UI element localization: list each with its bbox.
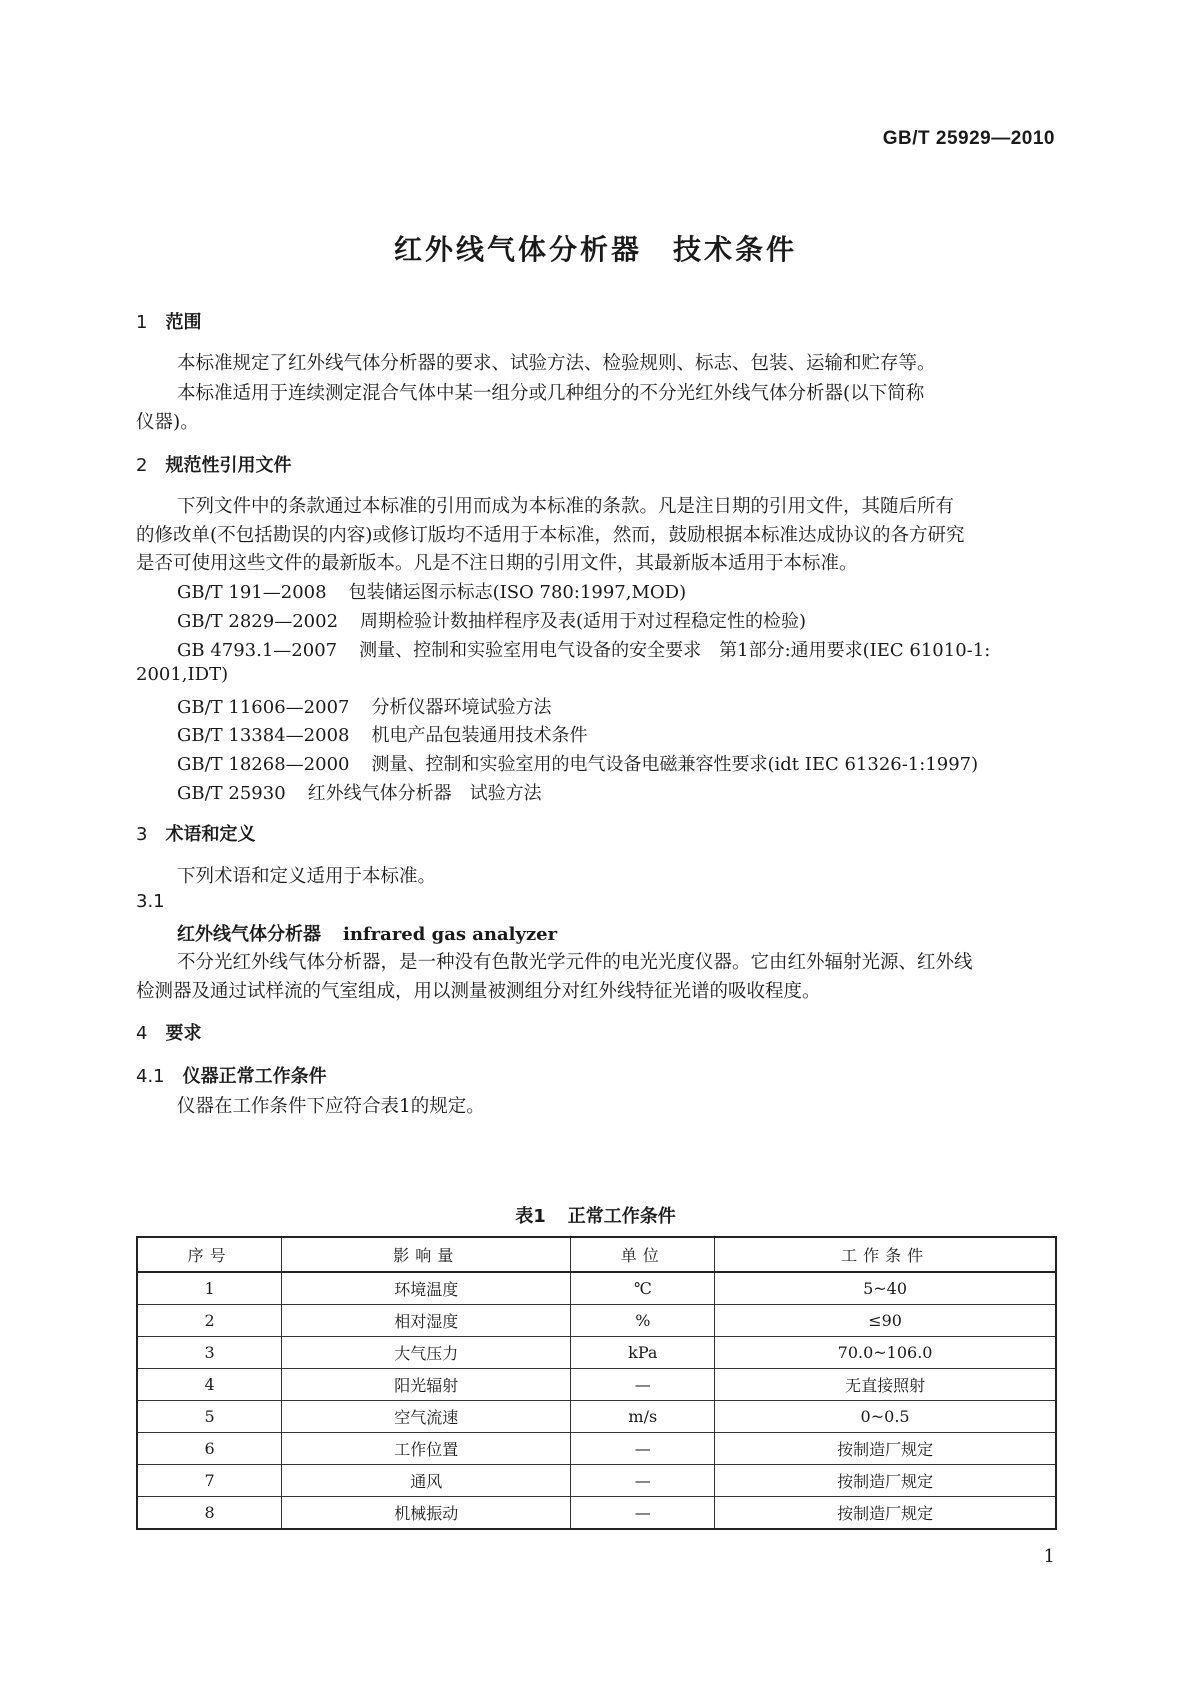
reference-item xyxy=(177,607,806,633)
paragraph: 仪器在工作条件下应符合表1的规定。 xyxy=(177,1096,485,1117)
paragraph-continuation: 检测器及通过试样流的气室组成，用以测量被测组分对红外线特征光谱的吸收程度。 xyxy=(136,981,821,1002)
table-cell: m/s xyxy=(571,1401,715,1433)
table-number: 表1 xyxy=(515,1206,546,1227)
table-row xyxy=(137,1465,1056,1497)
paragraph-continuation: 仪器)。 xyxy=(136,412,199,433)
table-cell: 空气流速 xyxy=(282,1401,571,1433)
reference-item xyxy=(177,779,542,805)
table-header-row xyxy=(137,1237,1056,1272)
reference-item xyxy=(177,750,978,776)
table-cell: 4 xyxy=(137,1369,282,1401)
section-title: 要求 xyxy=(165,1023,202,1044)
table-cell: 8 xyxy=(137,1497,282,1530)
paragraph: 本标准适用于连续测定混合气体中某一组分或几种组分的不分光红外线气体分析器(以下简称 xyxy=(177,383,925,404)
header-cell: 工作条件 xyxy=(715,1237,1056,1272)
table-title: 正常工作条件 xyxy=(567,1206,676,1227)
paragraph-continuation: 是否可使用这些文件的最新版本。凡是不注日期的引用文件，其最新版本适用于本标准。 xyxy=(136,553,858,574)
table-cell: 无直接照射 xyxy=(715,1369,1056,1401)
table-cell: ≤90 xyxy=(715,1305,1056,1337)
table-cell: 5 xyxy=(137,1401,282,1433)
reference-title: 包装储运图示标志(ISO 780:1997,MOD) xyxy=(348,582,687,603)
table-cell: 相对湿度 xyxy=(282,1305,571,1337)
table-cell: 按制造厂规定 xyxy=(715,1465,1056,1497)
subsection-4-1-heading xyxy=(136,1062,327,1088)
reference-code: GB/T 11606—2007 xyxy=(177,697,350,718)
paragraph: 下列文件中的条款通过本标准的引用而成为本标准的条款。凡是注日期的引用文件，其随后所有 xyxy=(177,496,955,517)
table-cell: — xyxy=(571,1369,715,1401)
term-chinese: 红外线气体分析器 xyxy=(177,924,321,945)
paragraph: 本标准规定了红外线气体分析器的要求、试验方法、检验规则、标志、包装、运输和贮存等。 xyxy=(177,353,936,374)
header-cell: 序号 xyxy=(137,1237,282,1272)
section-title: 术语和定义 xyxy=(165,824,256,845)
table-row xyxy=(137,1369,1056,1401)
table-caption xyxy=(0,1202,1191,1228)
reference-code: GB/T 13384—2008 xyxy=(177,725,350,746)
section-title: 规范性引用文件 xyxy=(165,455,292,476)
section-number: 1 xyxy=(136,312,148,333)
header-cell: 单位 xyxy=(571,1237,715,1272)
working-conditions-table xyxy=(136,1236,1057,1530)
reference-title: 测量、控制和实验室用的电气设备电磁兼容性要求(idt IEC 61326-1:1997) xyxy=(371,754,979,775)
reference-title: 红外线气体分析器 试验方法 xyxy=(307,783,542,804)
table-row xyxy=(137,1337,1056,1369)
reference-title: 分析仪器环境试验方法 xyxy=(371,697,552,718)
reference-title: 测量、控制和实验室用电气设备的安全要求 第1部分:通用要求(IEC 61010-1: xyxy=(359,640,991,661)
section-number: 4 xyxy=(136,1023,148,1044)
table-cell: 7 xyxy=(137,1465,282,1497)
table-row xyxy=(137,1497,1056,1530)
table-cell: 6 xyxy=(137,1433,282,1465)
table-row xyxy=(137,1401,1056,1433)
table-cell: 70.0~106.0 xyxy=(715,1337,1056,1369)
table-row xyxy=(137,1272,1056,1305)
term-english: infrared gas analyzer xyxy=(343,924,558,945)
reference-item xyxy=(177,693,551,719)
table-cell: — xyxy=(571,1497,715,1530)
reference-code: GB/T 18268—2000 xyxy=(177,754,350,775)
subsection-title: 仪器正常工作条件 xyxy=(182,1066,327,1087)
subsection-number: 3.1 xyxy=(136,891,165,912)
standard-number: GB/T 25929—2010 xyxy=(882,128,1055,149)
table-row xyxy=(137,1433,1056,1465)
reference-code: GB/T 25930 xyxy=(177,783,286,804)
reference-item xyxy=(177,636,990,662)
table-cell: 阳光辐射 xyxy=(282,1369,571,1401)
paragraph: 不分光红外线气体分析器，是一种没有色散光学元件的电光光度仪器。它由红外辐射光源、红外线 xyxy=(177,952,973,973)
section-2-heading xyxy=(136,451,291,477)
table-row xyxy=(137,1305,1056,1337)
table-cell: 5~40 xyxy=(715,1272,1056,1305)
table-cell: 按制造厂规定 xyxy=(715,1433,1056,1465)
reference-code: GB 4793.1—2007 xyxy=(177,640,338,661)
reference-title: 机电产品包装通用技术条件 xyxy=(371,725,588,746)
reference-item xyxy=(177,578,686,604)
section-title: 范围 xyxy=(165,312,202,333)
table-cell: 工作位置 xyxy=(282,1433,571,1465)
table-cell: — xyxy=(571,1433,715,1465)
table-cell: 机械振动 xyxy=(282,1497,571,1530)
reference-code: GB/T 2829—2002 xyxy=(177,611,339,632)
table-cell: % xyxy=(571,1305,715,1337)
table-cell: 通风 xyxy=(282,1465,571,1497)
table-cell: 按制造厂规定 xyxy=(715,1497,1056,1530)
paragraph-continuation: 的修改单(不包括勘误的内容)或修订版均不适用于本标准，然而，鼓励根据本标准达成协议的各方研究 xyxy=(136,525,965,546)
table-cell: 0~0.5 xyxy=(715,1401,1056,1433)
table-cell: kPa xyxy=(571,1337,715,1369)
table-cell: 1 xyxy=(137,1272,282,1305)
document-title: 红外线气体分析器 技术条件 xyxy=(393,233,797,266)
section-4-heading xyxy=(136,1019,201,1045)
section-number: 2 xyxy=(136,455,148,476)
reference-item xyxy=(177,721,587,747)
reference-continuation: 2001,IDT) xyxy=(136,664,229,685)
section-3-heading xyxy=(136,820,255,846)
section-1-heading xyxy=(136,308,201,334)
term-entry xyxy=(177,920,557,946)
table-cell: ℃ xyxy=(571,1272,715,1305)
table-cell: 大气压力 xyxy=(282,1337,571,1369)
table-cell: 3 xyxy=(137,1337,282,1369)
reference-code: GB/T 191—2008 xyxy=(177,582,327,603)
section-number: 3 xyxy=(136,824,148,845)
page-number: 1 xyxy=(1043,1546,1055,1567)
header-cell: 影响量 xyxy=(282,1237,571,1272)
table-cell: 2 xyxy=(137,1305,282,1337)
subsection-number: 4.1 xyxy=(136,1066,165,1087)
paragraph: 下列术语和定义适用于本标准。 xyxy=(177,866,437,887)
table-cell: — xyxy=(571,1465,715,1497)
reference-title: 周期检验计数抽样程序及表(适用于对过程稳定性的检验) xyxy=(360,611,807,632)
table-cell: 环境温度 xyxy=(282,1272,571,1305)
